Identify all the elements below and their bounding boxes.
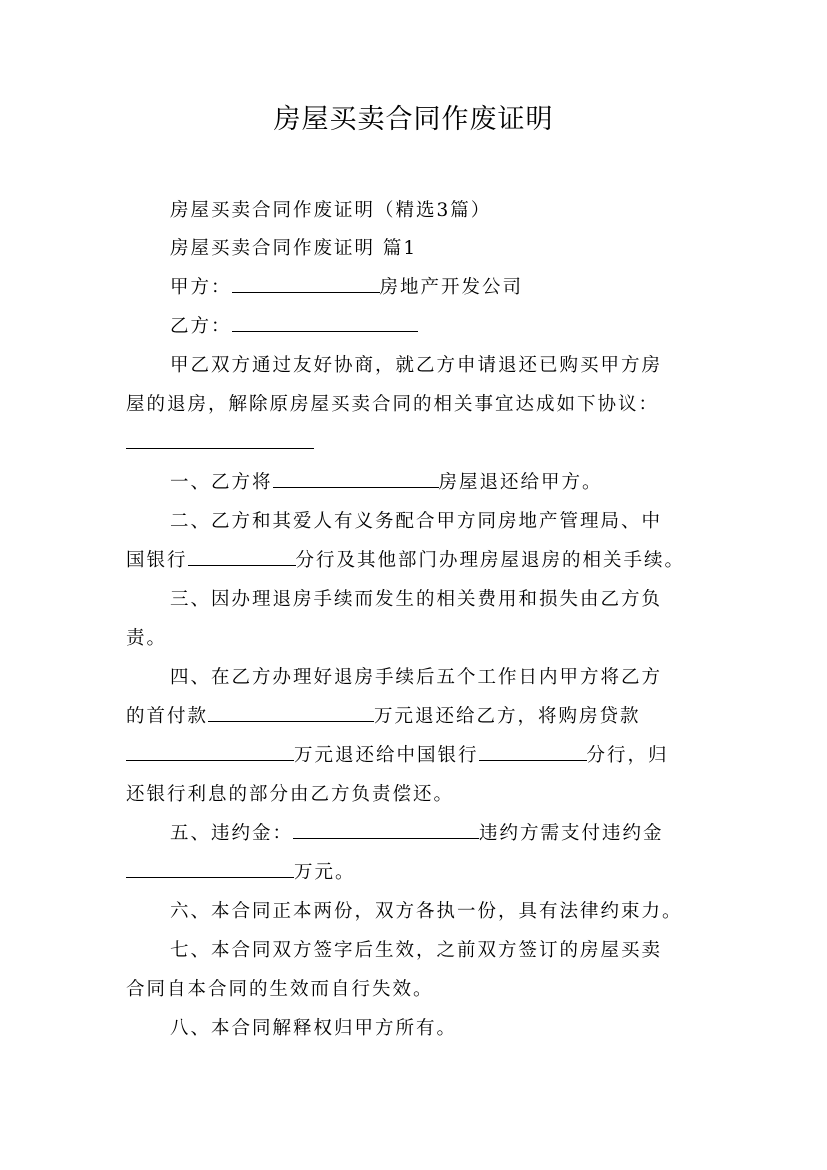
penalty-amount-blank: [126, 859, 294, 878]
paragraph-intro: 甲乙双方通过友好协商，就乙方申请退还已购买甲方房: [170, 355, 663, 376]
clause-4-cont-3: 还银行利息的部分由乙方负责偿还。: [126, 784, 455, 805]
loan-amount-blank: [126, 742, 294, 761]
party-b-line: 乙方：: [170, 309, 770, 345]
subtitle-line: 房屋买卖合同作废证明（精选3篇）: [170, 200, 492, 221]
clause-2-cont: 国银行 分行及其他部门办理房屋退房的相关手续。: [126, 543, 726, 579]
clause-2: 二、乙方和其爱人有义务配合甲方同房地产管理局、中: [170, 511, 663, 532]
clause-4-cont-1: 的首付款 万元退还给乙方，将购房贷款: [126, 699, 726, 735]
clause-1-blank: [273, 469, 439, 488]
clause-8: 八、本合同解释权归甲方所有。: [170, 1018, 458, 1039]
clause-5-cont: 万元。: [126, 855, 726, 891]
clause-4: 四、在乙方办理好退房手续后五个工作日内甲方将乙方: [170, 667, 663, 688]
party-a-blank: [232, 274, 380, 293]
party-a-line: 甲方： 房地产开发公司: [170, 270, 770, 306]
party-b-blank: [232, 313, 418, 332]
document-title: 房屋买卖合同作废证明: [273, 104, 554, 135]
blank-line: [126, 426, 726, 462]
agreement-blank: [126, 430, 314, 449]
bank-branch-blank: [479, 742, 587, 761]
penalty-blank: [293, 820, 479, 839]
clause-3: 三、因办理退房手续而发生的相关费用和损失由乙方负: [170, 589, 663, 610]
clause-1: 一、乙方将 房屋退还给甲方。: [170, 465, 770, 501]
section-heading: 房屋买卖合同作废证明 篇1: [170, 238, 418, 259]
clause-3-cont: 责。: [126, 628, 168, 649]
clause-7: 七、本合同双方签字后生效，之前双方签订的房屋买卖: [170, 940, 663, 961]
clause-5: 五、违约金： 违约方需支付违约金: [170, 816, 770, 852]
clause-2-blank: [188, 547, 296, 566]
down-payment-blank: [208, 703, 374, 722]
clause-6: 六、本合同正本两份，双方各执一份，具有法律约束力。: [170, 901, 683, 922]
clause-7-cont: 合同自本合同的生效而自行失效。: [126, 979, 434, 1000]
paragraph-intro-cont: 屋的退房，解除原房屋买卖合同的相关事宜达成如下协议：: [126, 394, 660, 415]
clause-4-cont-2: 万元退还给中国银行 分行，归: [126, 738, 726, 774]
